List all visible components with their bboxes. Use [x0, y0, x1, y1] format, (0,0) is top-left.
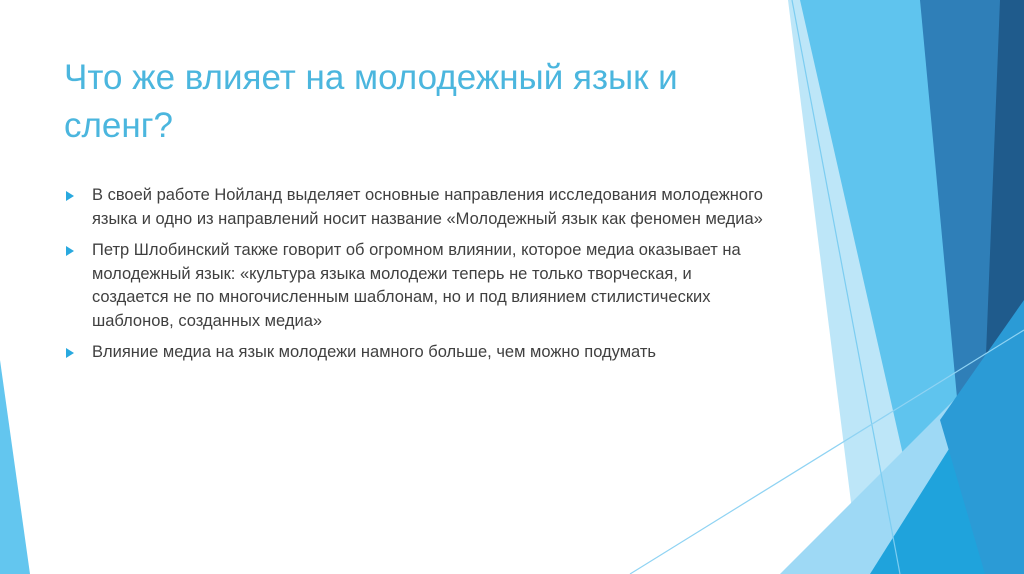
bullet-text: Петр Шлобинский также говорит об огромном влиянии, которое медиа оказывает на молодежный язык: «культура языка молодежи теперь не только творческая, и создается не по многочисленным шаблонам, но и под влиянием стилистических шаблонов, созданных медиа» [92, 241, 741, 330]
bullet-item [64, 341, 764, 365]
bullet-list [64, 184, 764, 373]
slide-title: Что же влияет на молодежный язык и сленг? [64, 58, 678, 145]
triangle-bullet-icon [66, 348, 74, 358]
bullet-item [64, 184, 764, 231]
triangle-bullet-icon [66, 191, 74, 201]
left-edge-shape [0, 360, 30, 574]
bullet-text: Влияние медиа на язык молодежи намного больше, чем можно подумать [92, 343, 657, 361]
bullet-item [64, 239, 764, 333]
triangle-bullet-icon [66, 246, 74, 256]
bullet-text: В своей работе Нойланд выделяет основные направления исследования молодежного языка и одно из направлений носит название «Молодежный язык как феномен медиа» [92, 186, 763, 228]
